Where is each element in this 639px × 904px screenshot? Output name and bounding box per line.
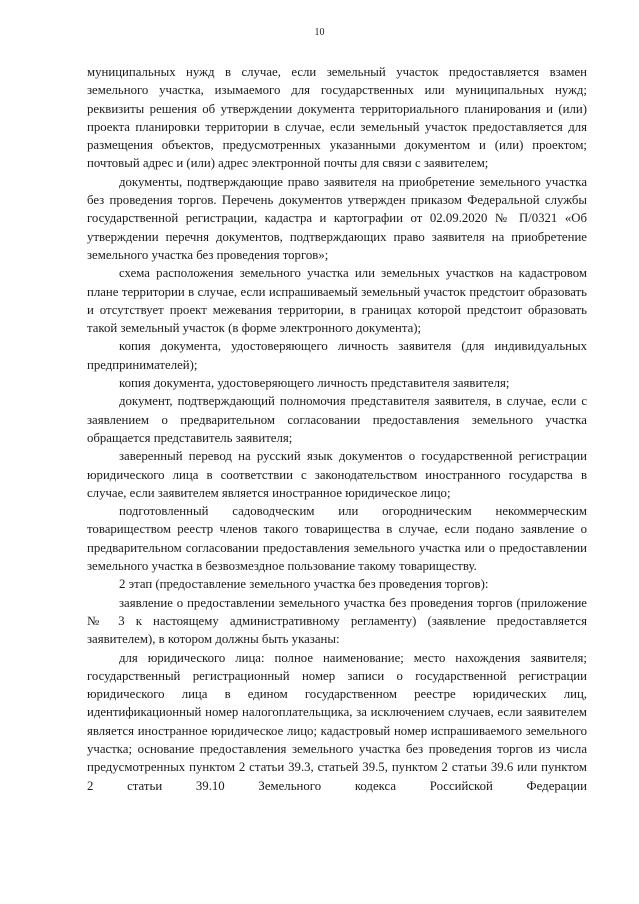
paragraph-7: заверенный перевод на русский язык документов о государственной регистрации юридического лица в соответствии с законодательством иностранного государства в случае, если заявителем является иностранное юридическое лицо; (87, 449, 587, 500)
paragraph-8: подготовленный садоводческим или огородническим некоммерческим товариществом реестр членов такого товарищества в случае, если подано заявление о предварительном согласовании предоставления земельного участка или о предоставлении земельного участка в безвозмездное пользование такому товариществу. (87, 504, 587, 574)
paragraph-5: копия документа, удостоверяющего личность представителя заявителя; (119, 376, 510, 391)
paragraph-3: схема расположения земельного участка или земельных участков на кадастровом плане территории в случае, если испрашиваемый земельный участок предстоит образовать и отсутствует проект межевания территории, в границах которой предстоит образовать такой земельный участок (в форме электронного документа); (87, 266, 587, 336)
paragraph-11: для юридического лица: полное наименование; место нахождения заявителя; государственный регистрационный номер записи о государственной регистрации юридического лица в едином государственном реестре юридических лиц, идентификационный номер налогоплательщика, за исключением случаев, если заявителем является иностранное юридическое лицо; кадастровый номер испрашиваемого земельного участка; основание предоставления земельного участка без проведения торгов из числа предусмотренных пунктом 2 статьи 39.3, статьей 39.5, пунктом 2 статьи 39.6 или пунктом 2 статьи 39.10 Земельного кодекса Российской Федерации (87, 650, 587, 793)
page-body (87, 63, 587, 795)
paragraph-10: заявление о предоставлении земельного участка без проведения торгов (приложение № 3 к настоящему административному регламенту) (заявление предоставляется заявителем), в котором должны быть указаны: (87, 595, 587, 647)
paragraph-4: копия документа, удостоверяющего личность заявителя (для индивидуальных предпринимателей); (87, 339, 587, 372)
page-number: 10 (314, 27, 325, 38)
paragraph-6: документ, подтверждающий полномочия представителя заявителя, в случае, если с заявлением о предварительном согласовании предоставления земельного участка обращается представитель заявителя; (87, 394, 587, 445)
paragraph-2: документы, подтверждающие право заявителя на приобретение земельного участка без проведения торгов. Перечень документов утвержден приказом Федеральной службы государственной регистрации, кадастра и картографии от 02.09.2020 № П/0321 «Об утверждении перечня документов, подтверждающих право заявителя на приобретение земельного участка без проведения торгов»; (87, 174, 587, 262)
paragraph-1: муниципальных нужд в случае, если земельный участок предоставляется взамен земельного участка, изымаемого для государственных или муниципальных нужд; реквизиты решения об утверждении документа территориального планирования и (или) проекта планировки территории в случае, если земельный участок предоставляется для размещения объектов, предусмотренных указанными документом и (или) проектом; почтовый адрес и (или) адрес электронной почты для связи с заявителем; (87, 65, 587, 171)
paragraph-9: 2 этап (предоставление земельного участка без проведения торгов): (119, 577, 489, 592)
